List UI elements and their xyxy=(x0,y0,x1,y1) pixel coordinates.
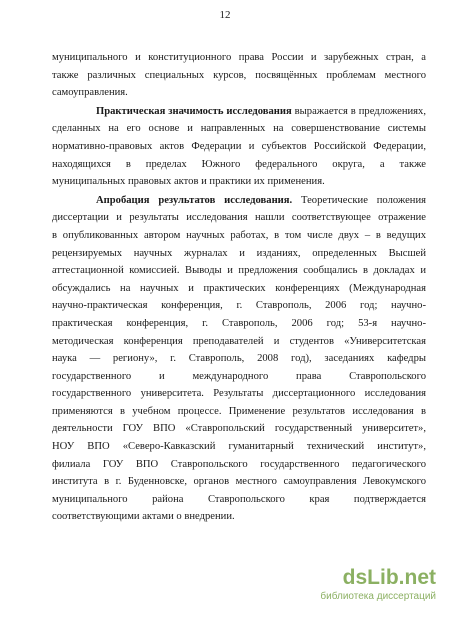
line-text: нормативно-правовых актов Федерации и субъектов Российской Федерации, xyxy=(52,140,426,152)
line-text: выражается в предложениях, xyxy=(291,105,427,117)
line-text: практическая конференция, г. Ставрополь, 2006 год; 53-я научно- xyxy=(52,317,426,329)
text-line xyxy=(52,103,426,121)
text-line xyxy=(52,84,426,102)
text-line xyxy=(52,173,426,191)
line-text: рецензируемых научных журналах и изданиях, определенных Высшей xyxy=(52,247,426,259)
watermark-subtitle: библиотека диссертаций xyxy=(320,591,436,602)
line-text: научно-практическая конференция, г. Ставрополь, 2006 год; научно- xyxy=(52,300,426,312)
line-text: НОУ ВПО «Северо-Кавказский гуманитарный технический институт», xyxy=(52,441,426,453)
line-text: наука — региону», г. Ставрополь, 2008 год), заседаниях кафедры xyxy=(52,353,426,365)
line-text: муниципальных правовых актов и практики их применения. xyxy=(52,176,325,188)
line-text: находящихся в пределах Южного федерального округа, а также xyxy=(52,158,426,170)
text-line xyxy=(52,473,426,491)
text-line xyxy=(52,385,426,403)
line-text: сделанных на его основе и направленных на совершенствование системы xyxy=(52,123,426,135)
text-line xyxy=(52,315,426,333)
text-line xyxy=(52,262,426,280)
line-text: муниципального района Ставропольского края подтверждается xyxy=(52,493,426,505)
watermark xyxy=(296,566,436,603)
text-line xyxy=(52,138,426,156)
line-text: методическая конференция преподавателей и студентов «Университетская xyxy=(52,335,426,347)
text-line xyxy=(52,368,426,386)
text-line xyxy=(52,49,426,67)
line-text: соответствующими актами о внедрении. xyxy=(52,511,235,523)
bold-lead-in: Практическая значимость исследования xyxy=(96,105,292,117)
line-text: филиала ГОУ ВПО Ставропольского государственного педагогического xyxy=(52,458,426,470)
watermark-logo: dsLib.net xyxy=(342,566,436,589)
text-line xyxy=(52,491,426,509)
text-line xyxy=(52,508,426,526)
text-line xyxy=(52,245,426,263)
text-line xyxy=(52,192,426,210)
line-text: государственного и международного права Ставропольского xyxy=(52,370,426,382)
text-line xyxy=(52,156,426,174)
line-text: применяются в учебном процессе. Применение результатов исследования в xyxy=(52,405,426,417)
line-text: самоуправления. xyxy=(52,87,128,99)
line-text: Теоретические положения xyxy=(292,194,426,206)
line-text: также различных специальных курсов, посвящённых проблемам местного xyxy=(52,69,426,81)
text-line xyxy=(52,456,426,474)
text-line xyxy=(52,209,426,227)
line-text: обсуждались на научных и практических конференциях (Международная xyxy=(52,282,426,294)
line-text: аттестационной комиссией. Выводы и предложения сообщались в докладах и xyxy=(52,265,426,277)
line-text: деятельности ГОУ ВПО «Ставропольский государственный университет», xyxy=(52,423,426,435)
page-number: 12 xyxy=(219,9,231,21)
document-body xyxy=(52,49,426,526)
text-line xyxy=(52,227,426,245)
line-text: муниципального и конституционного права России и зарубежных стран, а xyxy=(52,52,426,63)
text-line xyxy=(52,280,426,298)
text-line xyxy=(52,120,426,138)
text-line xyxy=(52,67,426,85)
text-line xyxy=(52,438,426,456)
text-line xyxy=(52,333,426,351)
line-text: диссертации и результаты исследования нашли соответствующее отражение xyxy=(52,212,426,224)
text-line xyxy=(52,403,426,421)
text-line xyxy=(52,297,426,315)
line-text: института в г. Буденновске, органов местного самоуправления Левокумского xyxy=(52,476,426,488)
line-text: государственного университета. Результаты диссертационного исследования xyxy=(52,388,426,400)
text-line xyxy=(52,350,426,368)
bold-lead-in: Апробация результатов исследования. xyxy=(96,194,293,206)
line-text: в опубликованных автором научных работах, в том числе двух – в ведущих xyxy=(52,229,426,241)
text-line xyxy=(52,420,426,438)
